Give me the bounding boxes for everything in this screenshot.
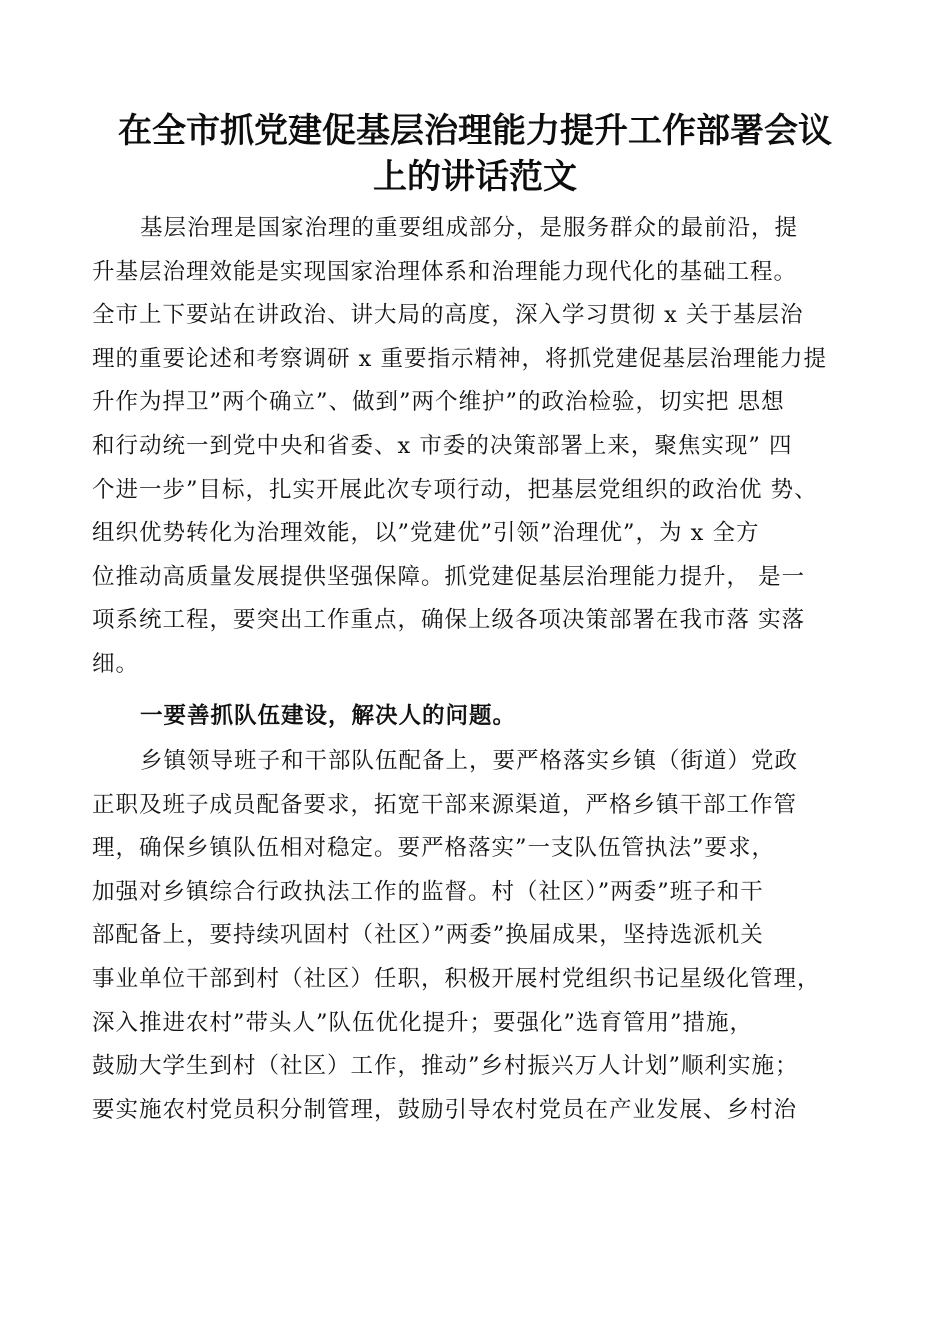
text-line: 升基层治理效能是实现国家治理体系和治理能力现代化的基础工程。 [92,258,798,285]
text-line: 乡镇领导班子和干部队伍配备上，要严格落实乡镇（街道）党政 [140,748,799,774]
section-paragraph [92,740,872,1132]
text-line: 位推动高质量发展提供坚强保障。抓党建促基层治理能力提升， 是一 [92,563,806,590]
text-line: 鼓励大学生到村（社区）工作，推动”乡村振兴万人计划”顺利实施； [92,1053,799,1080]
section-heading: 一要善抓队伍建设，解决人的问题。 [140,703,517,729]
text-line: 和行动统一到党中央和省委、x 市委的决策部署上来，聚焦实现” 四 [92,432,793,459]
document-title [80,108,870,200]
text-line: 正职及班子成员配备要求，拓宽干部来源渠道，严格乡镇干部工作管 [92,791,798,818]
text-line: 深入推进农村”带头人”队伍优化提升；要强化”选育管用”措施， [92,1009,754,1036]
text-line: 项系统工程，要突出工作重点，确保上级各项决策部署在我市落 实落 [92,607,806,634]
text-line: 要实施农村党员积分制管理，鼓励引导农村党员在产业发展、乡村治 [92,1096,798,1123]
text-line: 加强对乡镇综合行政执法工作的监督。村（社区）”两委”班子和干 [92,878,764,905]
text-line: 升作为捍卫”两个确立”、做到”两个维护”的政治检验，切实把 思想 [92,389,785,416]
text-line: 事业单位干部到村（社区）任职，积极开展村党组织书记星级化管理， [92,965,821,992]
title-line-2: 上的讲话范文 [373,157,577,197]
text-line: 理，确保乡镇队伍相对稳定。要严格落实”一支队伍管执法”要求， [92,835,776,862]
intro-paragraph [92,207,872,687]
text-line: 部配备上，要持续巩固村（社区）”两委”换届成果，坚持选派机关 [92,922,764,949]
title-line-1: 在全市抓党建促基层治理能力提升工作部署会议 [118,111,832,151]
text-line: 全市上下要站在讲政治、讲大局的高度，深入学习贯彻 x 关于基层治 [92,302,804,329]
text-line: 基层治理是国家治理的重要组成部分，是服务群众的最前沿，提 [140,215,799,241]
text-line: 理的重要论述和考察调研 x 重要指示精神，将抓党建促基层治理能力提 [92,345,827,372]
text-line: 个进一步”目标，扎实开展此次专项行动，把基层党组织的政治优 势、 [92,476,818,503]
text-line: 细。 [92,650,140,677]
text-line: 组织优势转化为治理效能，以”党建优”引领”治理优”，为 x 全方 [92,520,760,547]
